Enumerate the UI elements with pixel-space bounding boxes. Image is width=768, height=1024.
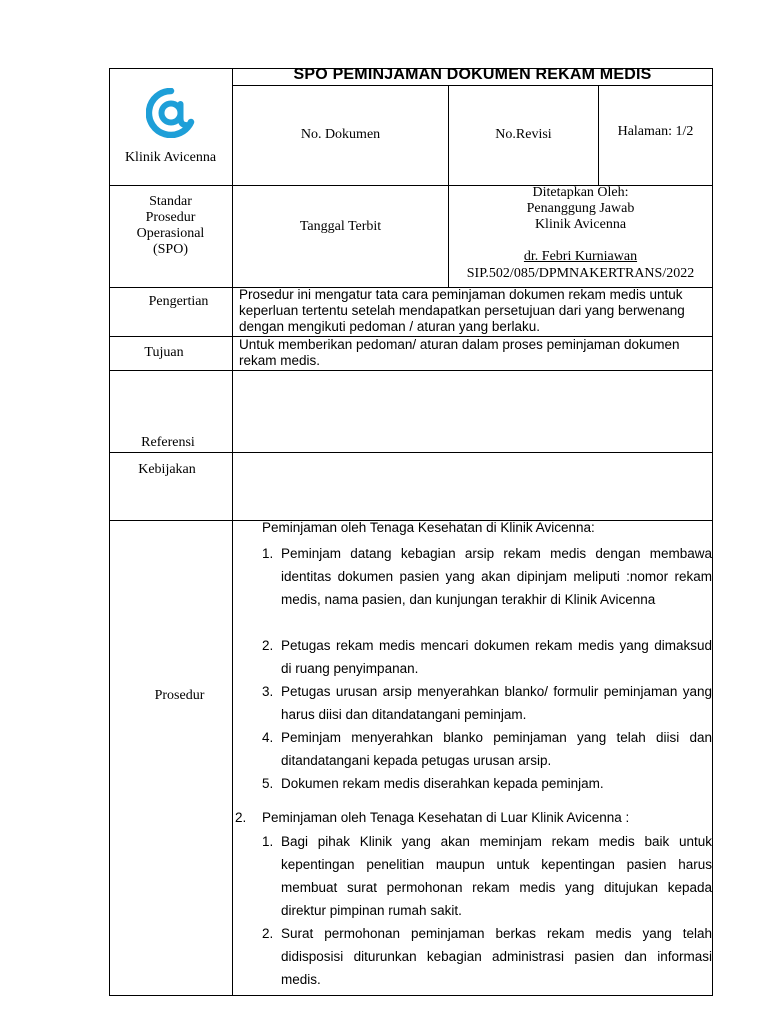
clinic-logo (146, 88, 196, 138)
prosedur-group-1-heading: Peminjaman oleh Tenaga Kesehatan di Klinik Avicenna: (262, 520, 595, 535)
list-item: Surat permohonan peminjaman berkas rekam medis yang telah didisposisi diturunkan kebagian administrasi pasien dan informasi medis. (281, 926, 712, 987)
prosedur-label: Prosedur (154, 688, 205, 703)
document-title: SPO PEMINJAMAN DOKUMEN REKAM MEDIS (293, 66, 652, 83)
referensi-label: Referensi (141, 435, 195, 450)
list-number: 2. (262, 638, 274, 653)
tanggal-terbit-label: Tanggal Terbit (299, 219, 382, 234)
sip-number: SIP.502/085/DPMNAKERTRANS/2022 (466, 266, 695, 281)
column-divider (232, 68, 233, 996)
spo-line: (SPO) (152, 242, 188, 257)
list-item: Bagi pihak Klinik yang akan meminjam rekam medis baik untuk kepentingan penelitian maupun untuk kepentingan pasien harus membuat surat permohonan rekam medis yang ditujukan kepada direktur pimpinan rumah sakit. (281, 834, 712, 918)
list-item: Petugas rekam medis mencari dokumen rekam medis yang dimaksud di ruang penyimpanan. (281, 638, 712, 676)
no-dokumen-label: No. Dokumen (300, 127, 381, 142)
list-item: Petugas urusan arsip menyerahkan blanko/ formulir peminjaman yang harus diisi dan ditandatangani peminjam. (281, 684, 712, 722)
border-bottom (109, 995, 713, 996)
avicenna-logo-icon (146, 88, 196, 138)
standar-label (110, 194, 231, 258)
prosedur-line: Prosedur (145, 210, 196, 225)
border-right (712, 68, 713, 996)
list-number: 3. (262, 684, 274, 699)
penanggung-jawab-line: Penanggung Jawab (526, 201, 635, 216)
signer-name: dr. Febri Kurniawan (523, 249, 638, 264)
title-divider (232, 85, 713, 86)
list-number: 2. (262, 926, 274, 941)
row-divider-tujuan (109, 370, 713, 371)
standar-line: Standar (149, 194, 192, 209)
row-divider-referensi (109, 452, 713, 453)
list-item: Peminjam datang kebagian arsip rekam medis dengan membawa identitas dokumen pasien yang akan dipinjam meliputi :nomor rekam medis, nama pasien, dan kunjungan terakhir di Klinik Avicenna (281, 546, 712, 607)
no-revisi-label: No.Revisi (495, 127, 552, 142)
kebijakan-label: Kebijakan (138, 462, 196, 477)
list-number: 1. (262, 546, 274, 561)
pengertian-text: Prosedur ini mengatur tata cara peminjaman dokumen rekam medis untuk keperluan tertentu setelah mendapatkan persetujuan dari yang berwenang dengan mengikuti pedoman / aturan yang berlaku. (239, 287, 685, 334)
list-number: 4. (262, 730, 274, 745)
clinic-name: Klinik Avicenna (124, 150, 217, 165)
ditetapkan-block (449, 185, 712, 282)
klinik-line: Klinik Avicenna (534, 217, 627, 232)
pengertian-label: Pengertian (148, 294, 209, 309)
list-number: 5. (262, 776, 274, 791)
list-number: 1. (262, 834, 274, 849)
tujuan-label: Tujuan (144, 345, 184, 360)
operasional-line: Operasional (136, 226, 205, 241)
halaman-label: Halaman: 1/2 (617, 124, 694, 139)
group-2-number: 2. (235, 810, 247, 825)
tujuan-text: Untuk memberikan pedoman/ aturan dalam proses peminjaman dokumen rekam medis. (239, 337, 680, 368)
list-item: Dokumen rekam medis diserahkan kepada peminjam. (281, 776, 604, 791)
prosedur-group-2-heading: Peminjaman oleh Tenaga Kesehatan di Luar Klinik Avicenna : (262, 810, 630, 825)
ditetapkan-line: Ditetapkan Oleh: (532, 185, 629, 200)
list-item: Peminjam menyerahkan blanko peminjaman yang telah diisi dan ditandatangani kepada petugas urusan arsip. (281, 730, 712, 768)
